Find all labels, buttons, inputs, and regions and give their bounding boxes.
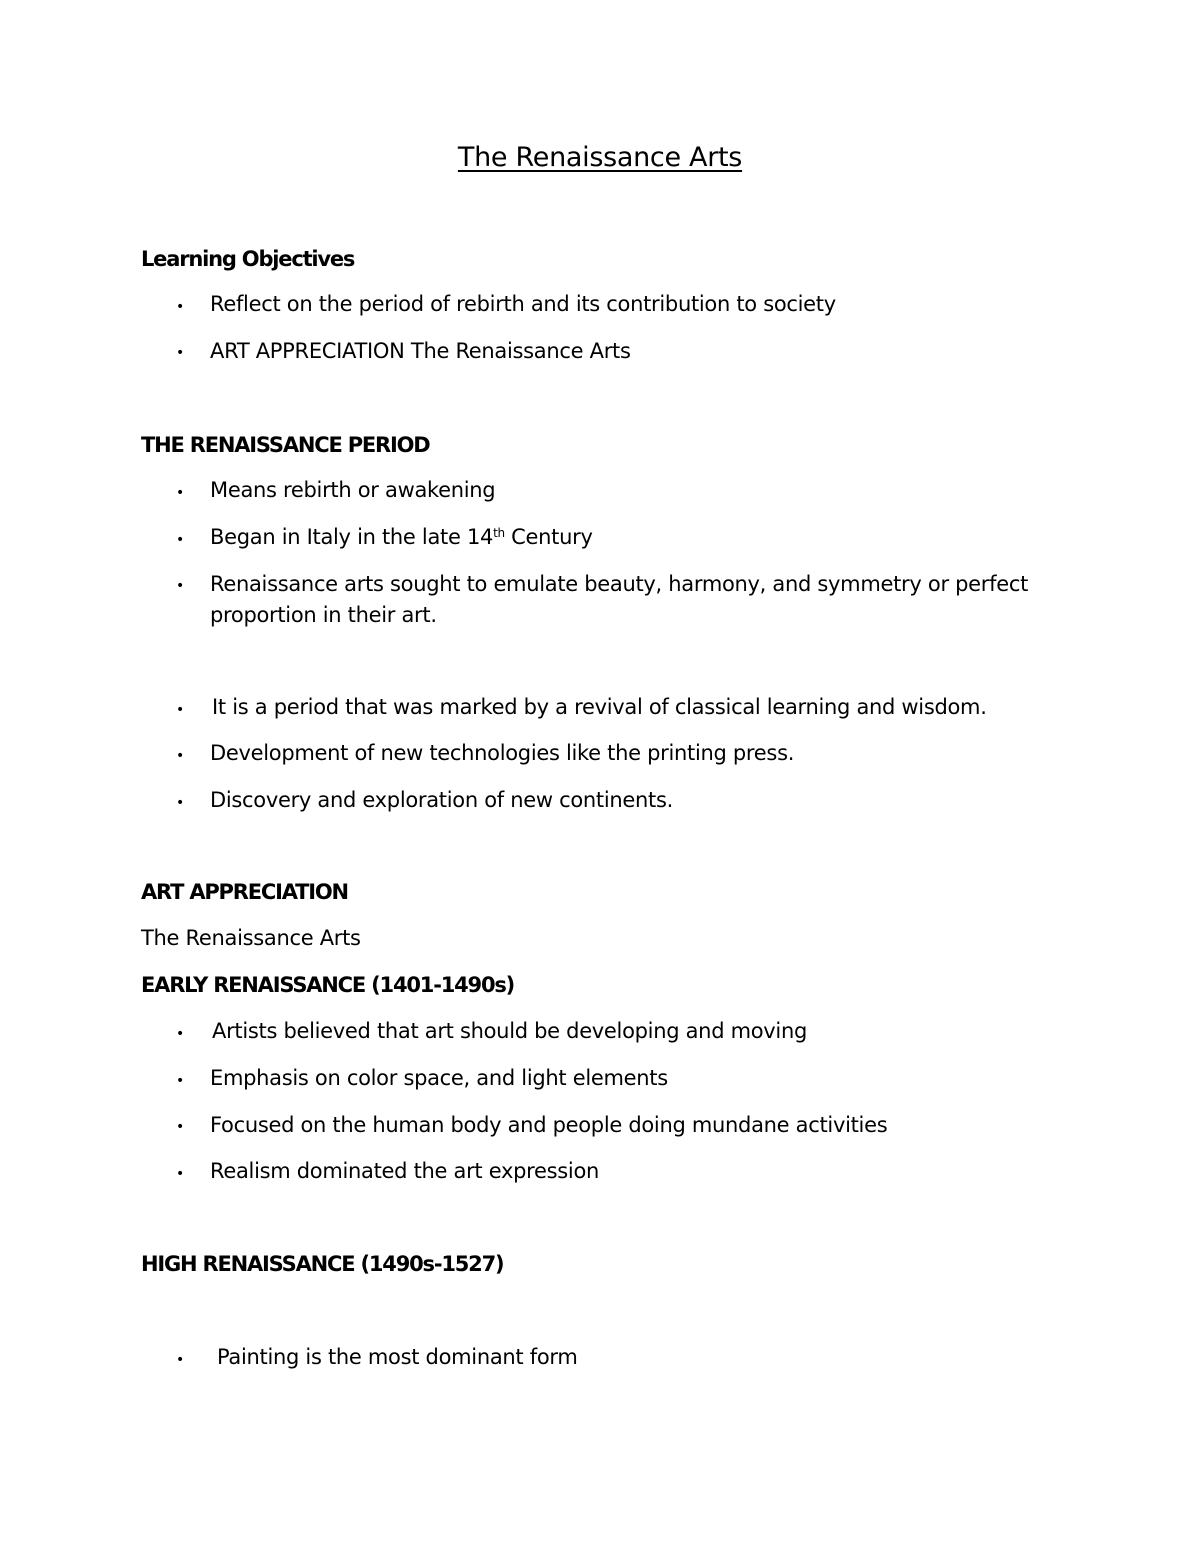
list-item: Emphasis on color space, and light elements [210, 1066, 668, 1090]
list-item-text: Began in Italy in the late 14 [210, 525, 494, 549]
ordinal-superscript: th [493, 526, 505, 540]
list-item [210, 522, 1060, 553]
bullet-icon: • [176, 345, 185, 361]
list-item: Painting is the most dominant form [217, 1345, 578, 1369]
list-item: It is a period that was marked by a revival of classical learning and wisdom. [212, 695, 987, 719]
list-item-text: Century [504, 525, 593, 549]
bullet-icon: • [176, 485, 185, 501]
early-renaissance-heading: EARLY RENAISSANCE (1401-1490s) [141, 973, 515, 997]
list-item: Renaissance arts sought to emulate beauty, harmony, and symmetry or perfect proportion in their art. [210, 572, 1029, 627]
list-item: ART APPRECIATION The Renaissance Arts [210, 339, 631, 363]
bullet-icon: • [176, 748, 185, 764]
list-item: Reflect on the period of rebirth and its contribution to society [210, 292, 836, 316]
bullet-icon: • [176, 1119, 185, 1135]
bullet-icon: • [176, 1026, 185, 1042]
list-item: Artists believed that art should be developing and moving [212, 1019, 808, 1043]
bullet-icon: • [176, 578, 185, 594]
document-title: The Renaissance Arts [457, 142, 743, 173]
bullet-icon: • [176, 1352, 185, 1368]
list-item: Focused on the human body and people doing mundane activities [210, 1113, 888, 1137]
list-item: Means rebirth or awakening [210, 478, 496, 502]
bullet-icon: • [176, 299, 185, 315]
art-appreciation-subtitle: The Renaissance Arts [141, 926, 361, 950]
list-item: Realism dominated the art expression [210, 1159, 600, 1183]
bullet-icon: • [176, 532, 185, 548]
bullet-icon: • [176, 795, 185, 811]
list-item: Development of new technologies like the printing press. [210, 741, 795, 765]
bullet-icon: • [176, 1073, 185, 1089]
renaissance-period-heading: THE RENAISSANCE PERIOD [141, 433, 430, 457]
art-appreciation-heading: ART APPRECIATION [141, 880, 348, 904]
learning-objectives-heading: Learning Objectives [141, 247, 355, 271]
bullet-icon: • [176, 702, 185, 718]
high-renaissance-heading: HIGH RENAISSANCE (1490s-1527) [141, 1252, 504, 1276]
list-item: Discovery and exploration of new continents. [210, 788, 673, 812]
bullet-icon: • [176, 1166, 185, 1182]
